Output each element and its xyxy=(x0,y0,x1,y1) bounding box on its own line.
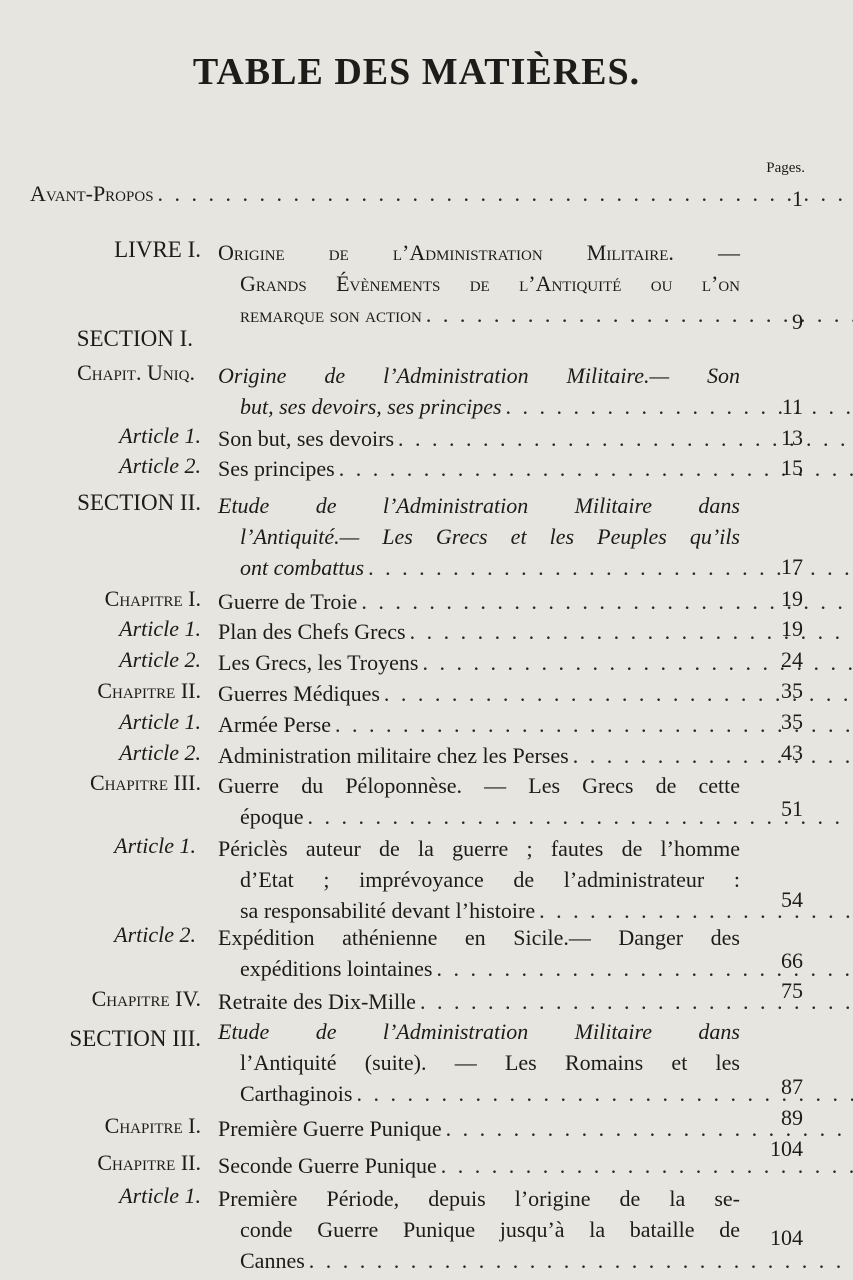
toc-entry-text: Administration militaire chez les Perses xyxy=(218,743,569,768)
toc-entry-label: Article 1. xyxy=(119,709,201,734)
toc-entry-text: Etude de l’Administration Militaire dans xyxy=(218,1019,740,1044)
toc-page-number: 87 xyxy=(781,1074,803,1099)
toc-entry-label: Chapitre I. xyxy=(104,586,201,611)
toc-entry-text: Son but, ses devoirs xyxy=(218,426,394,451)
toc-entry-label: Article 1. xyxy=(119,616,201,641)
toc-entry-label: Chapit. Uniq. xyxy=(77,360,195,385)
toc-page-number: 24 xyxy=(781,647,803,672)
toc-entry-text: Guerre du Péloponnèse. — Les Grecs de cette xyxy=(218,773,740,798)
toc-entry-text: but, ses devoirs, ses principes xyxy=(240,394,502,419)
toc-page-number: 104 xyxy=(770,1136,803,1161)
toc-entry-text: époque xyxy=(240,804,304,829)
toc-entry-text: Guerres Médiques xyxy=(218,681,380,706)
toc-page-number: 51 xyxy=(781,796,803,821)
toc-page-number: 17 xyxy=(781,554,803,579)
toc-entry-label: Article 1. xyxy=(119,1183,201,1208)
toc-page-number: 11 xyxy=(781,394,803,419)
toc-entry-label: SECTION I. xyxy=(76,326,193,351)
toc-entry-label: Chapitre IV. xyxy=(91,986,201,1011)
toc-page-number: 104 xyxy=(770,1225,803,1250)
toc-page-number: 15 xyxy=(781,455,803,480)
toc-page-number: 75 xyxy=(781,978,803,1003)
toc-entry-text: Retraite des Dix-Mille xyxy=(218,989,416,1014)
toc-entry-text: Cannes xyxy=(240,1248,305,1273)
toc-entry-text: Origine de l’Administration Militaire.— Son xyxy=(218,363,740,388)
toc-page-number: 66 xyxy=(781,948,803,973)
toc-entry-text: Origine de l’Administration Militaire. — xyxy=(218,240,740,265)
toc-entry-label: Chapitre I. xyxy=(104,1113,201,1138)
toc-entry-text: Armée Perse xyxy=(218,712,332,737)
toc-entry-text: Périclès auteur de la guerre ; fautes de l’homme xyxy=(218,836,740,861)
toc-entry-text: l’Antiquité.— Les Grecs et les Peuples qu’ils xyxy=(240,524,740,549)
toc-entry-text: Les Grecs, les Troyens xyxy=(218,650,419,675)
toc-entry-label: Article 1. xyxy=(119,423,201,448)
toc-entry-label: Article 1. xyxy=(114,833,196,858)
toc-entry-text: Seconde Guerre Punique xyxy=(218,1153,437,1178)
toc-entry-label: Article 2. xyxy=(119,740,201,765)
pages-column-label: Pages. xyxy=(766,160,805,176)
toc-entry-label: SECTION II. xyxy=(77,490,201,515)
toc-entry-text: ont combattus xyxy=(240,555,365,580)
toc-entry-text: Expédition athénienne en Sicile.— Danger des xyxy=(218,925,740,950)
toc-entry-text: Grands Évènements de l’Antiquité ou l’on xyxy=(240,271,740,296)
page-title: TABLE DES MATIÈRES. xyxy=(192,51,641,93)
toc-entry-label: Chapitre II. xyxy=(97,1150,201,1175)
toc-page-number: 13 xyxy=(781,425,803,450)
toc-entry-label: Chapitre II. xyxy=(97,678,201,703)
toc-entry-label: LIVRE I. xyxy=(114,237,201,262)
toc-entry-text: Etude de l’Administration Militaire dans xyxy=(218,493,740,518)
toc-entry-text: expéditions lointaines xyxy=(240,956,433,981)
toc-entry-text: Guerre de Troie xyxy=(218,589,358,614)
toc-page-number: 89 xyxy=(781,1105,803,1130)
toc-page-number: 35 xyxy=(781,709,803,734)
toc-page-number: 35 xyxy=(781,678,803,703)
toc-entry-text: Ses principes xyxy=(218,456,335,481)
toc-entry-text: Avant-Propos xyxy=(30,181,154,206)
toc-entry-text: l’Antiquité (suite). — Les Romains et les xyxy=(240,1050,740,1075)
toc-entry-text: conde Guerre Punique jusqu’à la bataille de xyxy=(240,1217,740,1242)
toc-entry-label: SECTION III. xyxy=(69,1026,201,1051)
toc-entry-text: Première Période, depuis l’origine de la se- xyxy=(218,1186,740,1211)
toc-entry-text: Première Guerre Punique xyxy=(218,1116,442,1141)
toc-page-number: 1 xyxy=(792,186,803,211)
toc-entry-text: sa responsabilité devant l’histoire xyxy=(240,898,536,923)
toc-entry-text: Carthaginois xyxy=(240,1081,353,1106)
toc-entry-text: Plan des Chefs Grecs xyxy=(218,619,406,644)
toc-page-number: 54 xyxy=(781,887,803,912)
toc-entry-label: Article 2. xyxy=(119,453,201,478)
toc-page-number: 43 xyxy=(781,740,803,765)
toc-page-number: 19 xyxy=(781,586,803,611)
toc-entry-label: Article 2. xyxy=(119,647,201,672)
toc-page-number: 19 xyxy=(781,616,803,641)
toc-page-number: 9 xyxy=(792,309,803,334)
toc-entry-label: Chapitre III. xyxy=(90,770,201,795)
toc-entry-label: Article 2. xyxy=(114,922,196,947)
toc-entry-text: remarque son action xyxy=(240,302,422,327)
toc-entry-text: d’Etat ; imprévoyance de l’administrateur : xyxy=(240,867,740,892)
